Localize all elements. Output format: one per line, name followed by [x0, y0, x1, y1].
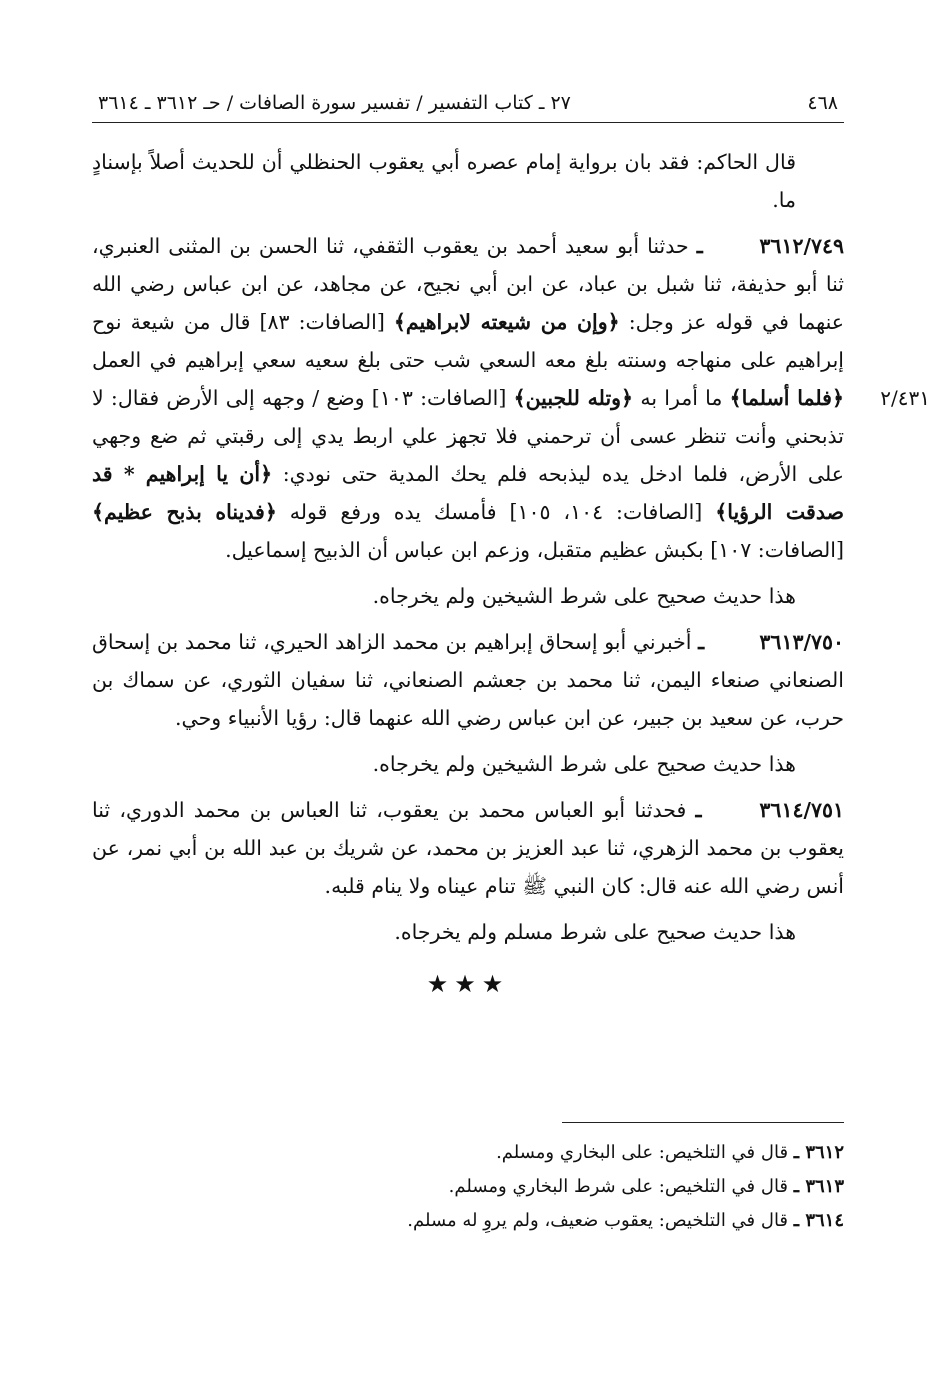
hadith-text: [الصافات: ١٠٤، ١٠٥] فأمسك يده ورفع قوله — [289, 500, 703, 524]
hadith-number: ٣٦١٣/٧٥٠ ـ — [698, 630, 844, 654]
page-number: ٤٦٨ — [807, 92, 838, 114]
hadith-text: [الصافات: ٨٣] قال من شيعة نوح إبراهيم على منهاجه وسنته بلغ معه السعي شب حتى بلغ سعيه سعي إبراهيم في العمل — [92, 310, 844, 372]
footnote-separator — [562, 1122, 844, 1123]
book-page — [92, 88, 930, 1003]
footnote-text: قال في التلخيص: يعقوب ضعيف، ولم يروِ له مسلم. — [407, 1210, 789, 1231]
paragraph-hakim: قال الحاكم: فقد بان برواية إمام عصره أبي يعقوب الحنظلي أن للحديث أصلاً بإسنادٍ ما. — [92, 150, 796, 212]
quran-verse: ﴿فديناه بذبح عظيم﴾ — [92, 500, 277, 524]
footnote-text: قال في التلخيص: على البخاري ومسلم. — [496, 1142, 789, 1163]
hadith-text: ما أمرا به — [640, 386, 723, 410]
quran-verse: ﴿وإن من شيعته لابراهيم﴾ — [393, 310, 620, 334]
hadith-text: أخبرني أبو إسحاق إبراهيم بن محمد الزاهد الحيري، ثنا محمد بن إسحاق الصنعاني صنعاء اليمن، ثنا محمد بن جعشم الصنعاني، ثنا سفيان الثوري، عن سماك بن حرب، عن سعيد بن جبير، عن ابن عباس رضي الله عنهما قال: رؤيا الأنبياء وحي. — [92, 630, 844, 730]
running-title: ٢٧ ـ كتاب التفسير / تفسير سورة الصافات / حـ ٣٦١٢ ـ ٣٦١٤ — [98, 92, 571, 114]
quran-verse: ﴿فلما أسلما﴾ — [729, 386, 844, 410]
footnotes — [92, 1136, 844, 1238]
footnote-number: ٣٦١٣ ـ — [793, 1176, 844, 1197]
hadith-text: [الصافات: ١٠٣] وضع / وجهه إلى الأرض فقال: لا تذبحني وأنت تنظر عسى أن ترحمني فلا تجهز علي اربط يدي إلى رقبتي ثم ضع وجهي على الأرض، فلما ادخل يده ليذبحه فلم يحك المدية حتى نودي: — [92, 386, 844, 486]
footnote-item — [92, 1204, 844, 1238]
hadith-text: [الصافات: ١٠٧] بكبش عظيم متقبل، وزعم ابن عباس أن الذبيح إسماعيل. — [225, 538, 844, 562]
verdict-3612: هذا حديث صحيح على شرط الشيخين ولم يخرجاه. — [372, 584, 796, 608]
quran-verse: ﴿أن يا إبراهيم * قد صدقت الرؤيا﴾ — [92, 462, 844, 524]
verdict-3614: هذا حديث صحيح على شرط مسلم ولم يخرجاه. — [394, 920, 796, 944]
margin-volume-note: ٢/٤٣١ — [880, 386, 930, 410]
verdict-3613: هذا حديث صحيح على شرط الشيخين ولم يخرجاه. — [372, 752, 796, 776]
hadith-number: ٣٦١٢/٧٤٩ ـ — [696, 234, 844, 258]
section-divider-stars: ★★★ — [426, 970, 510, 998]
hadith-3613 — [92, 623, 844, 737]
hadith-3614 — [92, 791, 844, 905]
quran-verse: ﴿وتله للجبين﴾ — [513, 386, 634, 410]
hadith-text: حدثنا أبو سعيد أحمد بن يعقوب الثقفي، ثنا الحسن بن المثنى العنبري، ثنا أبو حذيفة، ثنا شبل بن عباد، عن ابن أبي نجيح، عن مجاهد، عن ابن عباس رضي الله عنهما في قوله عز وجل: — [92, 234, 844, 334]
body-text — [92, 143, 930, 1003]
footnote-number: ٣٦١٢ ـ — [793, 1142, 844, 1163]
footnote-number: ٣٦١٤ ـ — [793, 1210, 844, 1231]
hadith-text: فحدثنا أبو العباس محمد بن يعقوب، ثنا العباس بن محمد الدوري، ثنا يعقوب بن محمد الزهري، ثنا عبد العزيز بن محمد، عن شريك بن عبد الله بن أبي نمر، عن أنس رضي الله عنه قال: كان النبي ﷺ تنام عيناه ولا ينام قلبه. — [92, 798, 844, 898]
footnote-text: قال في التلخيص: على شرط البخاري ومسلم. — [448, 1176, 789, 1197]
hadith-3612 — [92, 227, 930, 569]
footnote-item — [92, 1170, 844, 1204]
footnote-item — [92, 1136, 844, 1170]
hadith-number: ٣٦١٤/٧٥١ ـ — [695, 798, 844, 822]
running-header — [92, 88, 844, 123]
